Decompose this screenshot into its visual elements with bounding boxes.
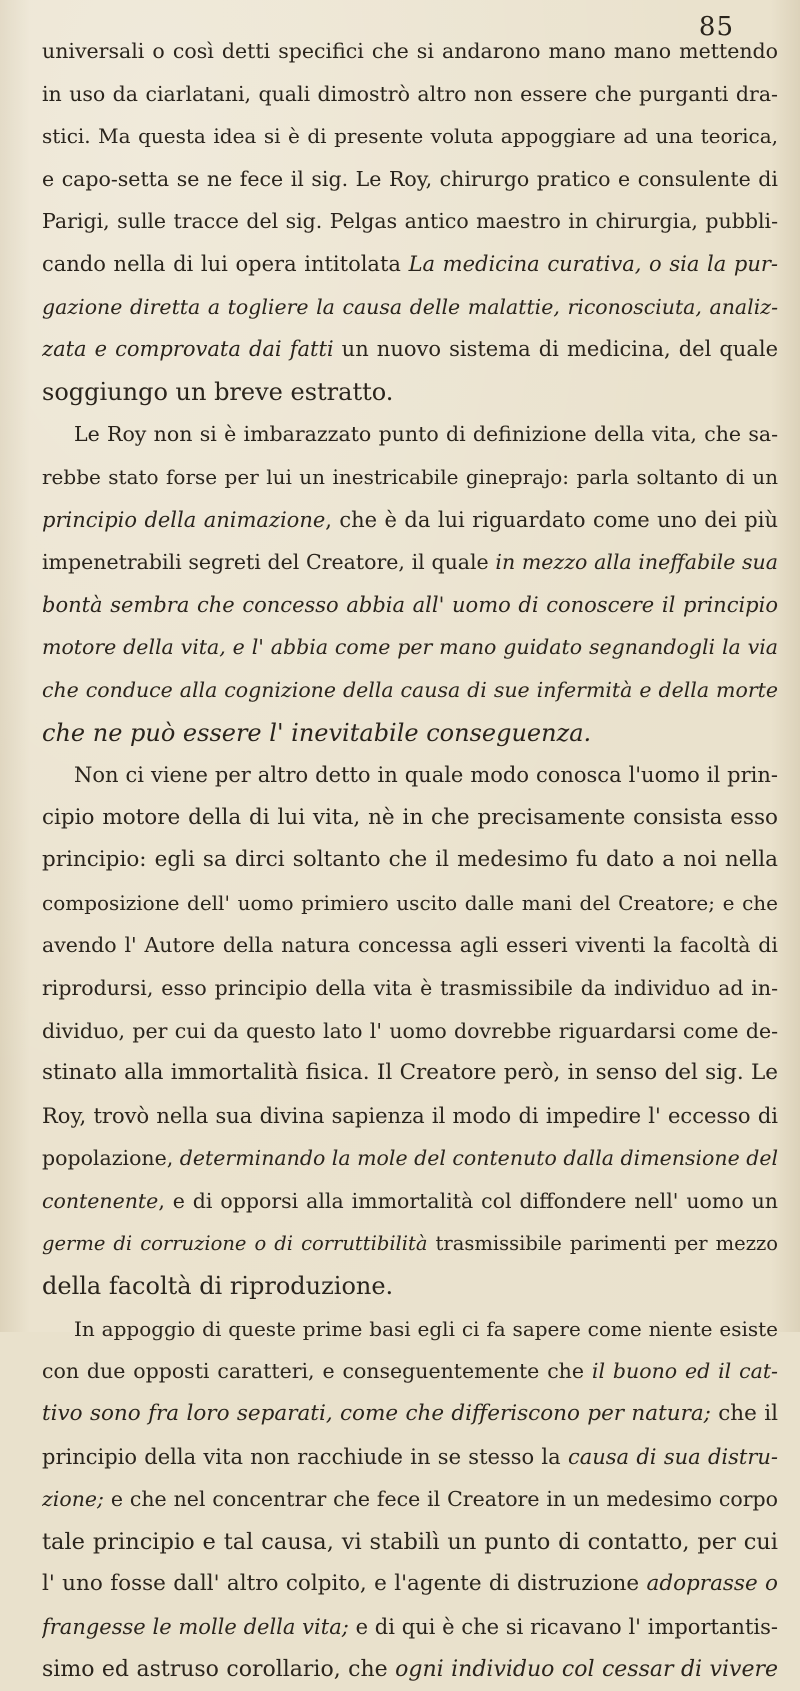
text-segment: e capo-setta se ne fece il sig. Le Roy, chirurgo pratico e consulente di — [42, 166, 778, 191]
text-line — [42, 1095, 778, 1138]
italic-text-segment: motore della vita, e l' abbia come per mano guidato segnandogli la via — [42, 635, 778, 660]
text-line — [42, 1137, 778, 1180]
text-line — [42, 712, 778, 755]
text-segment: un nuovo sistema di medicina, del quale — [333, 337, 778, 362]
text-line — [42, 456, 778, 499]
text-line — [42, 541, 778, 584]
text-line — [42, 1478, 778, 1521]
text-line — [42, 200, 778, 243]
text-segment: della facoltà di riproduzione. — [42, 1272, 394, 1301]
text-segment: con due opposti caratteri, e conseguentemente che — [42, 1359, 592, 1384]
italic-text-segment: zata e comprovata dai fatti — [42, 337, 334, 362]
text-line — [42, 924, 778, 967]
italic-text-segment: gazione diretta a togliere la causa delle malattie, riconosciuta, analiz- — [42, 294, 778, 319]
text-segment: Le Roy non si è imbarazzato punto di definizione della vita, che sa- — [74, 422, 778, 447]
text-line — [42, 1180, 778, 1223]
text-line — [42, 73, 778, 116]
text-segment: Non ci viene per altro detto in quale modo conosca l'uomo il prin- — [74, 763, 778, 788]
text-line — [42, 1265, 778, 1308]
text-line — [42, 626, 778, 669]
text-line — [42, 413, 778, 456]
text-segment: e di qui è che si ricavano l' importantis- — [348, 1614, 778, 1639]
text-line — [42, 158, 778, 201]
text-segment: , e di opporsi alla immortalità col diffondere nell' uomo un — [158, 1189, 778, 1214]
text-segment: principio della vita non racchiude in se stesso la — [42, 1444, 568, 1469]
text-line — [42, 499, 778, 542]
text-segment: l' uno fosse dall' altro colpito, e l'agente di distruzione — [42, 1571, 647, 1597]
text-segment: composizione dell' uomo primiero uscito dalle mani del Creatore; e che — [42, 890, 778, 915]
text-line — [42, 882, 778, 925]
italic-text-segment: germe di corruzione o di corruttibilità — [42, 1231, 428, 1255]
text-line — [42, 1436, 778, 1479]
italic-text-segment: che ne può essere l' inevitabile conseguenza. — [42, 718, 592, 747]
text-line — [42, 1606, 778, 1649]
text-line — [42, 1563, 778, 1606]
text-segment: in uso da ciarlatani, quali dimostrò altro non essere che purganti dra- — [42, 81, 778, 106]
text-segment: trasmissibile parimenti per mezzo — [427, 1231, 778, 1255]
text-line — [42, 1308, 778, 1351]
text-line — [42, 669, 778, 712]
body-text — [42, 30, 778, 1691]
text-segment: Roy, trovò nella sua divina sapienza il modo di impedire l' eccesso di — [42, 1103, 778, 1128]
text-line — [42, 30, 778, 73]
text-segment: stinato alla immortalità fisica. Il Creatore però, in senso del sig. Le — [42, 1060, 778, 1086]
text-segment: universali o così detti specifici che si andarono mano mano mettendo — [42, 39, 778, 63]
text-segment: avendo l' Autore della natura concessa agli esseri viventi la facoltà di — [42, 933, 778, 958]
italic-text-segment: in mezzo alla ineffabile sua — [495, 550, 778, 575]
text-line — [42, 1350, 778, 1393]
text-segment: tale principio e tal causa, vi stabilì un punto di contatto, per cui — [42, 1528, 778, 1555]
italic-text-segment: principio della animazione — [42, 507, 326, 532]
italic-text-segment: bontà sembra che concesso abbia all' uomo di conoscere il principio — [42, 592, 778, 617]
text-segment: Parigi, sulle tracce del sig. Pelgas antico maestro in chirurgia, pubbli- — [42, 209, 778, 234]
italic-text-segment: ogni individuo col cessar di vivere — [395, 1656, 778, 1682]
text-line — [42, 1649, 778, 1691]
text-segment: popolazione, — [42, 1146, 180, 1171]
text-segment: , che è da lui riguardato come uno dei più — [325, 507, 778, 532]
text-segment: soggiungo un breve estratto. — [42, 377, 394, 406]
text-segment: cando nella di lui opera intitolata — [42, 251, 409, 276]
text-line — [42, 839, 778, 882]
text-segment: impenetrabili segreti del Creatore, il quale — [42, 550, 496, 575]
text-line — [42, 797, 778, 840]
text-line — [42, 243, 778, 286]
text-segment: In appoggio di queste prime basi egli ci fa sapere come niente esiste — [74, 1316, 778, 1341]
italic-text-segment: tivo sono fra loro separati, come che differiscono per natura; — [42, 1401, 711, 1426]
italic-text-segment: contenente — [42, 1189, 159, 1214]
text-line — [42, 1521, 778, 1564]
text-segment: che il — [710, 1401, 778, 1426]
italic-text-segment: adoprasse o — [646, 1571, 778, 1597]
text-segment: simo ed astruso corollario, che — [42, 1656, 396, 1682]
text-line — [42, 1223, 778, 1266]
text-segment: principio: egli sa dirci soltanto che il medesimo fu dato a noi nella — [42, 847, 778, 873]
text-line — [42, 967, 778, 1010]
text-line — [42, 115, 778, 158]
text-line — [42, 328, 778, 371]
text-line — [42, 754, 778, 797]
italic-text-segment: che conduce alla cognizione della causa di sue infermità e della morte — [42, 677, 778, 702]
text-segment: rebbe stato forse per lui un inestricabile gineprajo: parla soltanto di un — [42, 464, 778, 489]
italic-text-segment: determinando la mole del contenuto dalla dimensione del — [179, 1146, 778, 1171]
italic-text-segment: zione; — [42, 1487, 104, 1512]
text-segment: e che nel concentrar che fece il Creatore in un medesimo corpo — [103, 1487, 778, 1512]
text-segment: riprodursi, esso principio della vita è trasmissibile da individuo ad in- — [42, 976, 778, 1001]
italic-text-segment: frangesse le molle della vita; — [42, 1614, 349, 1639]
text-segment: stici. Ma questa idea si è di presente voluta appoggiare ad una teorica, — [42, 124, 778, 149]
text-line — [42, 371, 778, 414]
text-line — [42, 286, 778, 329]
text-line — [42, 1393, 778, 1436]
page-number: 85 — [698, 12, 734, 42]
text-segment: dividuo, per cui da questo lato l' uomo dovrebbe riguardarsi come de- — [42, 1018, 778, 1043]
text-line — [42, 584, 778, 627]
text-line — [42, 1052, 778, 1095]
text-segment: cipio motore della di lui vita, nè in che precisamente consista esso — [42, 804, 778, 830]
italic-text-segment: causa di sua distru- — [567, 1444, 778, 1469]
italic-text-segment: La medicina curativa, o sia la pur- — [408, 251, 778, 276]
italic-text-segment: il buono ed il cat- — [591, 1359, 778, 1384]
text-line — [42, 1010, 778, 1053]
